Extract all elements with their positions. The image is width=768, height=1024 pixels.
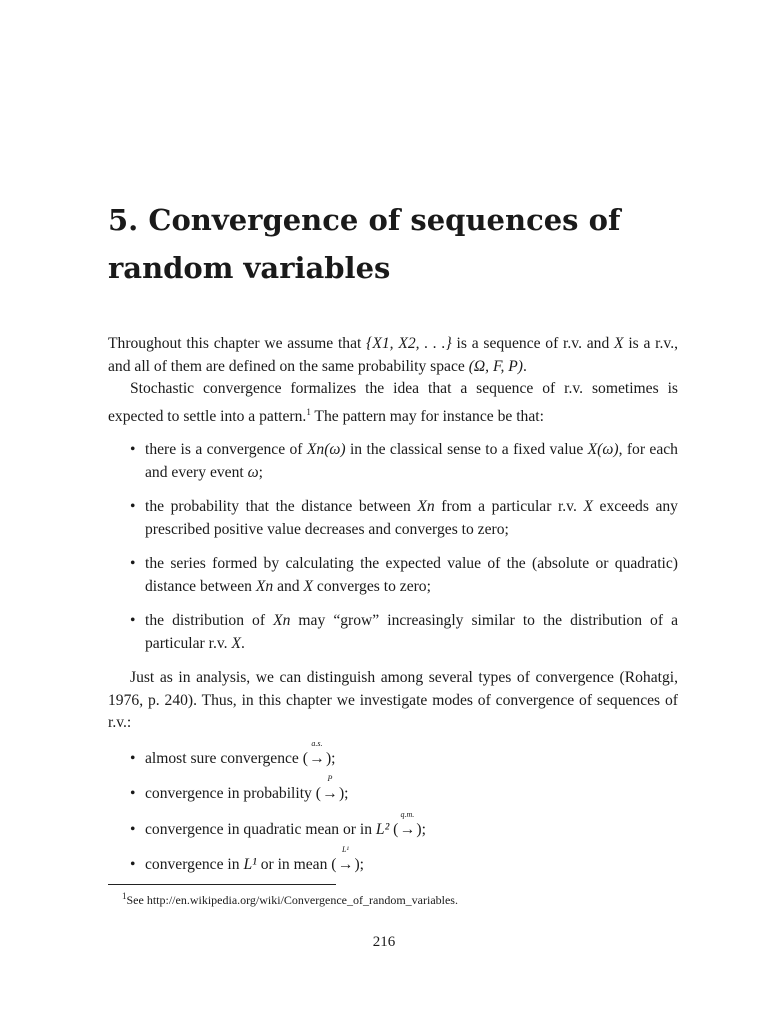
convergence-arrow-icon	[398, 809, 416, 842]
item-text: );	[354, 856, 365, 874]
convergence-arrow-icon	[321, 774, 339, 806]
list-item	[108, 809, 678, 842]
arrow-glyph: →	[337, 856, 354, 874]
math-term: X	[231, 634, 241, 652]
math-term: Xn(ω)	[306, 441, 346, 459]
footnote-marker: 1	[306, 406, 311, 417]
item-text: );	[416, 820, 426, 838]
item-text: may “grow” increasingly similar to the distribution of a particular r.v.	[145, 612, 678, 652]
footnote-text[interactable]: See http://en.wikipedia.org/wiki/Convergence_of_random_variables.	[126, 893, 458, 907]
intro-text: is a sequence of r.v. and	[451, 335, 615, 352]
arrow-label: L¹	[342, 845, 349, 855]
chapter-title	[108, 196, 688, 292]
convergence-arrow-icon	[308, 738, 326, 771]
bullet-icon: •	[130, 498, 136, 516]
list-item	[108, 610, 678, 655]
math-term: Xn	[273, 612, 291, 630]
math-variable: X	[614, 335, 624, 352]
bullet-icon: •	[130, 441, 136, 459]
item-text: exceeds any prescribed positive value decreases and converges to zero;	[145, 498, 678, 538]
convergence-arrow-icon	[336, 845, 354, 877]
chapter-title-line-1: 5. Convergence of sequences of	[108, 203, 621, 237]
list-item	[108, 845, 678, 877]
chapter-body	[108, 333, 678, 890]
intro-text: is a r.v., and all of them are defined on the same probability space	[108, 335, 678, 375]
math-term: X	[303, 577, 314, 595]
math-sequence: {X1, X2, . . .}	[366, 335, 452, 352]
math-term: Xn	[417, 498, 435, 516]
list-item	[108, 738, 678, 771]
math-probability-space: (Ω, F, P)	[468, 357, 523, 375]
chapter-title-line-2: random variables	[108, 251, 391, 285]
stochastic-paragraph	[108, 378, 678, 428]
analysis-paragraph: Just as in analysis, we can distinguish among several types of convergence (Rohatgi, 1976, p. 240). Thus, in this chapter we investigate modes of convergence of sequences of r.v.:	[108, 669, 678, 732]
item-text: and	[273, 577, 304, 595]
item-text: convergence in probability (	[145, 785, 321, 803]
list-item	[108, 439, 678, 484]
pattern-list	[108, 439, 678, 655]
intro-text: Throughout this chapter we assume that	[108, 335, 367, 352]
list-item	[108, 496, 678, 541]
list-item	[108, 553, 678, 598]
footnote-number: 1	[122, 891, 127, 901]
item-text: ;	[258, 463, 263, 481]
item-text: );	[325, 749, 336, 767]
item-text: .	[240, 634, 245, 652]
item-text: the distribution of	[145, 612, 274, 630]
bullet-icon: •	[130, 820, 136, 838]
math-term: X(ω)	[587, 441, 619, 459]
arrow-label: P	[327, 774, 333, 784]
item-text: (	[389, 820, 399, 838]
item-text: converges to zero;	[313, 577, 431, 595]
item-text: there is a convergence of	[145, 441, 307, 459]
bullet-icon: •	[130, 856, 136, 874]
bullet-icon: •	[130, 785, 136, 803]
item-text: convergence in	[145, 856, 244, 874]
item-text: the probability that the distance between	[145, 498, 418, 516]
intro-text: .	[523, 357, 527, 375]
item-text: );	[338, 785, 349, 803]
arrow-glyph: →	[322, 785, 338, 803]
intro-paragraph	[108, 333, 678, 378]
bullet-icon: •	[130, 612, 136, 630]
item-text: , for each and every event	[145, 441, 678, 481]
arrow-label: a.s.	[311, 738, 323, 748]
math-term: X	[583, 498, 593, 516]
arrow-glyph: →	[399, 820, 416, 838]
paragraph-text: The pattern may for instance be that:	[310, 407, 544, 425]
math-space: L²	[375, 820, 390, 838]
convergence-modes-list	[108, 738, 678, 877]
paragraph-text: Stochastic convergence formalizes the idea that a sequence of r.v. sometimes is expected to settle into a pattern.	[108, 380, 678, 425]
bullet-icon: •	[130, 555, 136, 573]
page-number: 216	[372, 934, 396, 950]
footnote-divider	[108, 884, 336, 885]
math-term: ω	[247, 463, 259, 481]
math-term: Xn	[255, 577, 274, 595]
item-text: in the classical sense to a fixed value	[345, 441, 588, 459]
arrow-label: q.m.	[400, 809, 415, 819]
item-text: from a particular r.v.	[434, 498, 584, 516]
item-text: the series formed by calculating the expected value of the (absolute or quadratic) distance between	[145, 555, 678, 595]
item-text: or in mean (	[256, 856, 337, 874]
item-text: almost sure convergence (	[145, 749, 308, 767]
math-space: L¹	[243, 856, 257, 874]
arrow-glyph: →	[309, 749, 325, 767]
item-text: convergence in quadratic mean or in	[145, 820, 376, 838]
footnote	[122, 888, 458, 908]
list-item	[108, 774, 678, 806]
bullet-icon: •	[130, 749, 136, 767]
